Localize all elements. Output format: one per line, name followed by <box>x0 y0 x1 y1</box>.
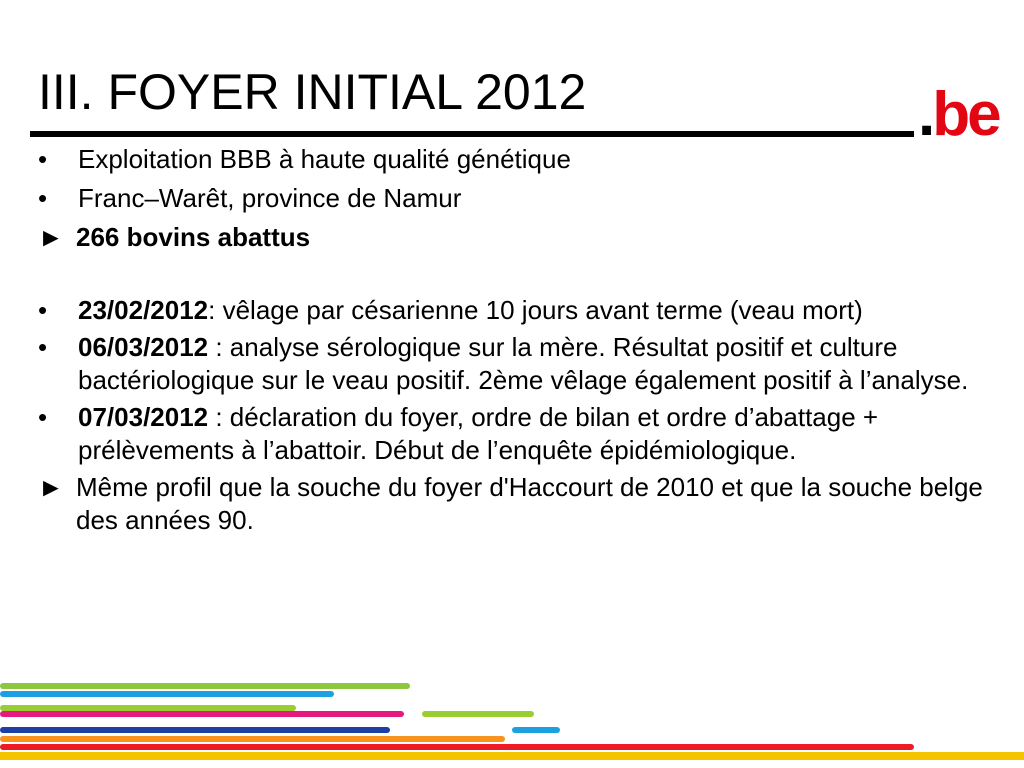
bullet-marker: • <box>38 295 48 325</box>
spacer <box>38 254 988 294</box>
arrow-item <box>38 221 988 254</box>
bullet-marker: • <box>38 144 48 174</box>
be-logo <box>918 80 999 149</box>
stripe-lime-right <box>422 711 534 717</box>
arrow-text: 266 bovins abattus <box>76 222 311 252</box>
arrow-marker: ► <box>38 222 64 252</box>
stripe-cyan <box>0 691 334 697</box>
stripe-lime <box>0 705 296 711</box>
stripe-yellow <box>0 752 1024 760</box>
slide-title: III. FOYER INITIAL 2012 <box>38 64 587 120</box>
bullet-text: Exploitation BBB à haute qualité génétique <box>78 144 571 174</box>
stripe-cyan-small <box>512 727 560 733</box>
bullet-item <box>38 182 988 215</box>
bullet-date: 07/03/2012 <box>78 402 209 432</box>
bullet-text: : analyse sérologique sur la mère. Résultat positif et culture bactériologique sur le veau positif. 2ème vêlage également positif à l’analyse. <box>78 332 969 395</box>
bullet-marker: • <box>38 183 48 213</box>
bullet-date: 06/03/2012 <box>78 332 209 362</box>
arrow-item <box>38 471 988 537</box>
bullet-item <box>38 331 988 397</box>
title-underline <box>30 131 914 137</box>
stripe-magenta <box>0 711 404 717</box>
stripe-blue <box>0 727 390 733</box>
stripe-orange <box>0 736 505 742</box>
bullet-marker: • <box>38 402 48 432</box>
slide-content <box>38 143 988 537</box>
bullet-item <box>38 401 988 467</box>
arrow-marker: ► <box>38 472 64 502</box>
bullet-date: 23/02/2012 <box>78 295 209 325</box>
bullet-text: : déclaration du foyer, ordre de bilan et ordre d’abattage + prélèvements à l’abattoir. Début de l’enquête épidémiologique. <box>78 402 879 465</box>
arrow-text: Même profil que la souche du foyer d'Haccourt de 2010 et que la souche belge des années 90. <box>76 472 983 535</box>
logo-be: be <box>932 80 999 149</box>
bullet-item <box>38 294 988 327</box>
bullet-item <box>38 143 988 176</box>
bullet-marker: • <box>38 332 48 362</box>
bullet-text: Franc–Warêt, province de Namur <box>78 183 462 213</box>
stripe-red <box>0 744 914 750</box>
logo-dot: . <box>918 80 933 149</box>
stripe-green-top <box>0 683 410 689</box>
bullet-text: : vêlage par césarienne 10 jours avant terme (veau mort) <box>208 295 863 325</box>
